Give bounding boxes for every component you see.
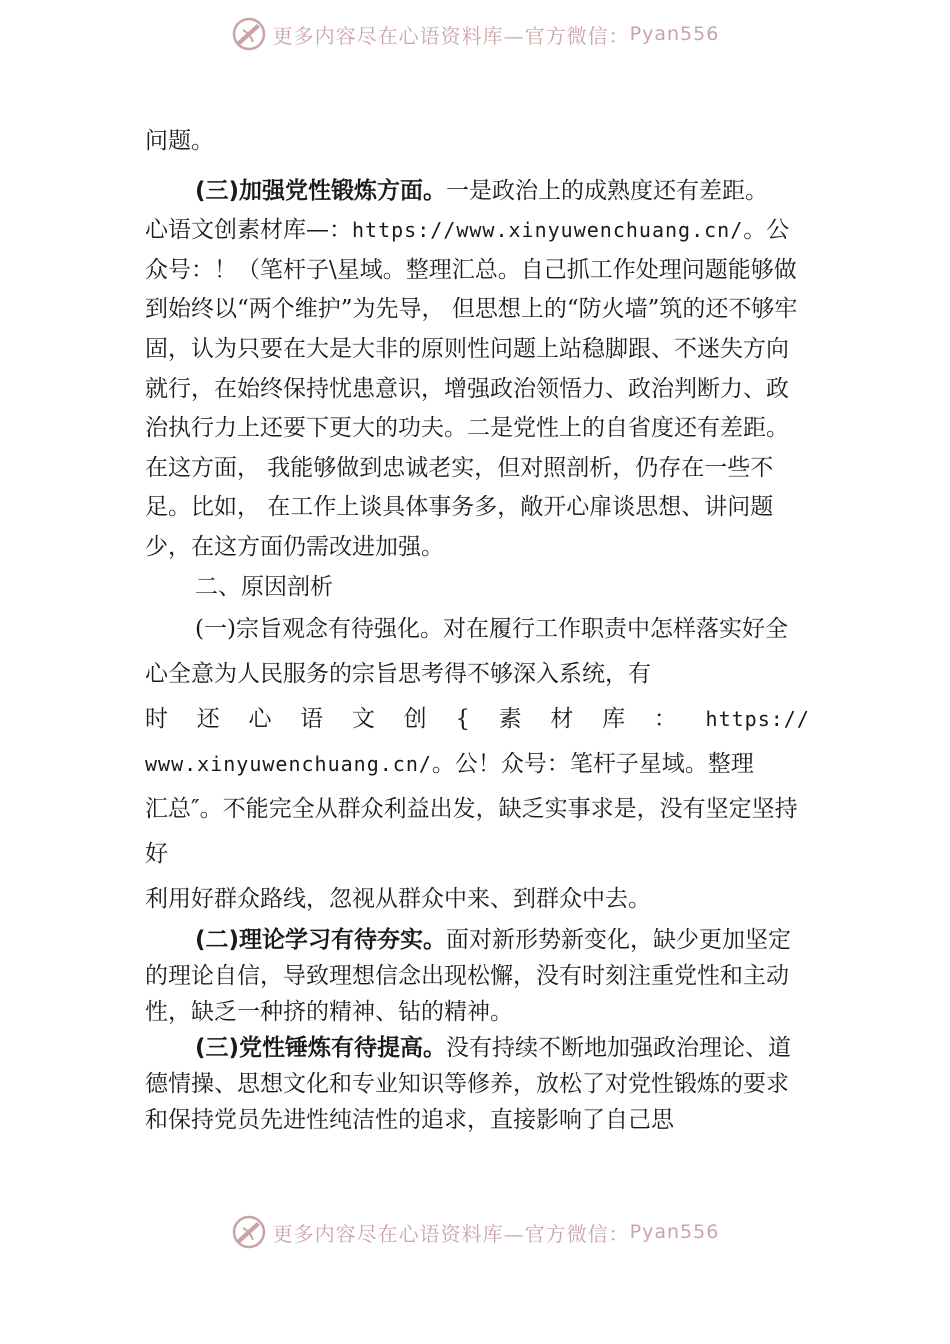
- section-heading-party-tempering: (三)党性锤炼有待提高。: [195, 1035, 447, 1062]
- text-purpose-tail: 汇总″。不能完全从群众利益出发，缺乏实事求是，没有坚定坚持好: [145, 796, 798, 868]
- paragraph-mass-line: 利用好群众路线，忽视从群众中来、到群众中去。: [145, 886, 651, 913]
- pen-logo-icon: [231, 16, 267, 52]
- text-library-label: 心语文创素材库—：: [145, 217, 352, 244]
- text-party-training-body: 众号：！（笔杆子\星域。整理汇总。自己抓工作处理问题能够做到始终以“两个维护”为先导， 但思想上的“防火墙”筑的还不够牢固，认为只要在大是大非的原则性问题上站稳脚跟、不迷失方向就行，在始终保持忧患意识，增强政治领悟力、政治判断力、政治执行力上还要下更大的功夫。二是党性上的自省度还有差距。在这方面， 我能够做到忠诚老实，但对照剖析，仍存在一些不足。比如， 在工作上谈具体事务多，敞开心扉谈思想、讲问题少，在这方面仍需改进加强。: [145, 256, 798, 560]
- document-body: [145, 122, 810, 1138]
- paragraph-theory-study: [145, 922, 810, 1030]
- paragraph-party-training: [145, 172, 810, 568]
- spread-line: 时 还 心 语 文 创 { 素 材 库 ： https://: [145, 706, 810, 733]
- library-url-link-2[interactable]: www.xinyuwenchuang.cn/: [145, 752, 432, 777]
- banner-text: 更多内容尽在心语资料库—官方微信：: [272, 23, 630, 48]
- banner-wechat-id: Pyan556: [629, 23, 720, 45]
- section-heading-party-training: (三)加强党性锻炼方面。: [195, 177, 447, 204]
- banner-text: 更多内容尽在心语资料库—官方微信：: [272, 1221, 630, 1246]
- text-party-tempering-body: 没有持续不断地加强政治理论、道德情操、思想文化和专业知识等修养，放松了对党性锻炼的要求和保持党员先进性纯洁性的追求，直接影响了自己思: [145, 1035, 792, 1134]
- text-theory-study-body: 面对新形势新变化，缺少更加坚定的理论自信，导致理想信念出现松懈，没有时刻注重党性和主动性，缺乏一种挤的精神、钻的精神。: [145, 927, 792, 1026]
- text-purpose-lead: (一)宗旨观念有待强化。对在履行工作职责中怎样落实好全心全意为人民服务的宗旨思考得不够深入系统，有: [145, 616, 788, 688]
- footer-banner: [0, 1212, 950, 1252]
- pen-logo-icon: [231, 1214, 267, 1250]
- banner-wechat-id: Pyan556: [629, 1221, 720, 1243]
- section-heading-theory-study: (二)理论学习有待夯实。: [195, 927, 447, 954]
- paragraph-continuation: 问题。: [145, 128, 214, 154]
- paragraph-party-tempering: [145, 1030, 810, 1138]
- paragraph-purpose: [145, 607, 810, 877]
- section-heading-cause-analysis: 二、原因剖析: [195, 573, 333, 600]
- library-url-link[interactable]: https://www.xinyuwenchuang.cn/: [352, 218, 744, 243]
- text-public: 。公: [743, 217, 790, 244]
- header-banner: [0, 14, 950, 54]
- text-maturity-gap: 一是政治上的成熟度还有差距。: [446, 177, 769, 204]
- text-public-2: 。公！众号：笔杆子星域。整理: [431, 751, 754, 778]
